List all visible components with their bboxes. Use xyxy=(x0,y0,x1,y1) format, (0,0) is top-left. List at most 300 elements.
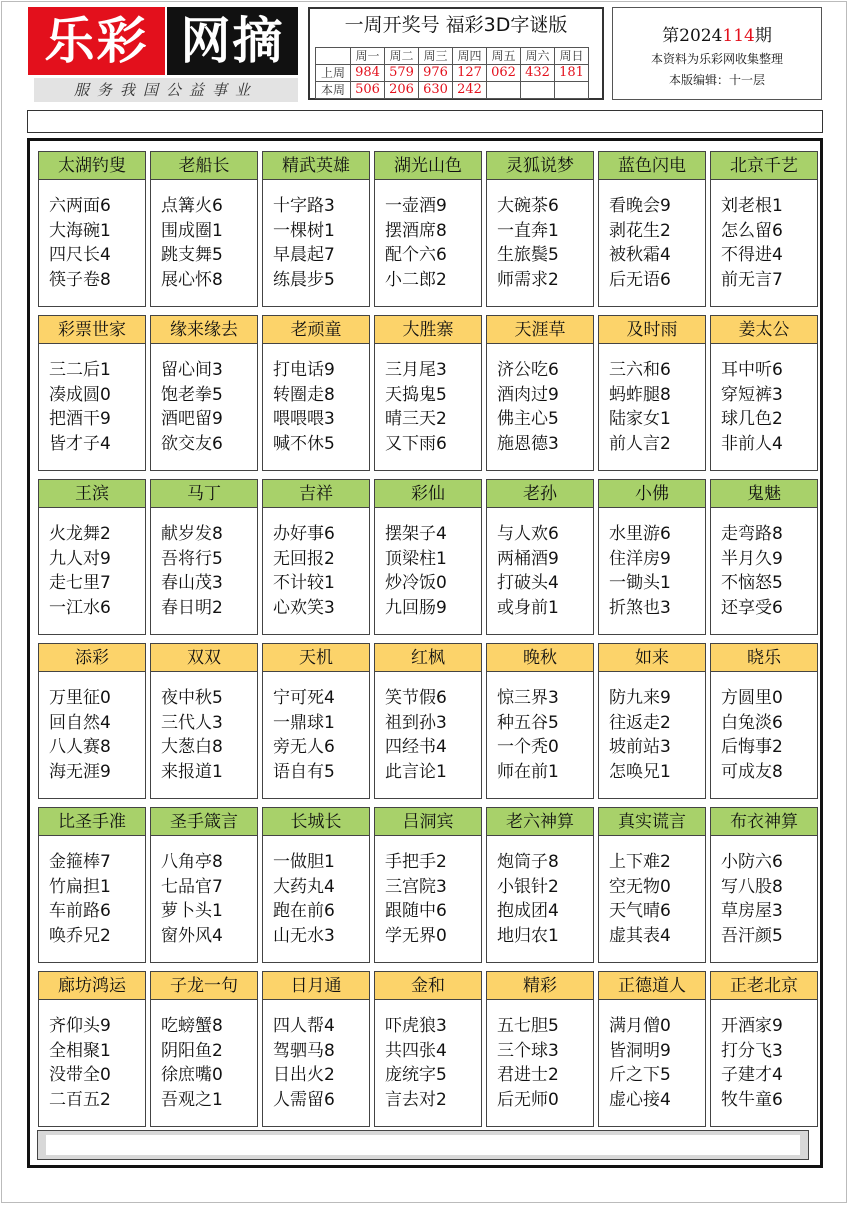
puzzle-card xyxy=(598,971,706,1127)
logo-text-black: 网摘 xyxy=(167,7,298,75)
puzzle-card-body xyxy=(263,672,369,784)
draw-row-this-week xyxy=(316,82,589,99)
issue-info-box xyxy=(612,7,822,100)
puzzle-line: 点篝火6 xyxy=(161,196,223,216)
puzzle-line: 白兔淡6 xyxy=(721,712,783,733)
puzzle-card-title: 如来 xyxy=(599,644,705,672)
draw-number: 506 xyxy=(351,82,385,99)
puzzle-card xyxy=(262,807,370,963)
issue-source: 本资料为乐彩网收集整理 xyxy=(650,52,783,66)
puzzle-card-body xyxy=(599,672,705,784)
puzzle-card xyxy=(38,643,146,799)
puzzle-line: 庞统字5 xyxy=(385,1065,447,1085)
puzzle-line: 后悔事2 xyxy=(721,737,783,757)
puzzle-line: 天气晴6 xyxy=(609,901,671,921)
puzzle-line: 徐庶嘴0 xyxy=(161,1065,223,1085)
puzzle-line: 跑在前6 xyxy=(273,901,335,921)
draw-number xyxy=(521,82,555,99)
puzzle-line: 六两面6 xyxy=(49,196,111,216)
puzzle-line: 惊三界3 xyxy=(497,688,559,708)
puzzle-line: 喂喂喂3 xyxy=(273,409,335,429)
puzzle-panel xyxy=(27,138,823,1168)
puzzle-line: 五七胆5 xyxy=(497,1016,559,1036)
puzzle-card-title: 老孙 xyxy=(487,480,593,508)
puzzle-line: 祖到孙3 xyxy=(385,712,447,733)
puzzle-card xyxy=(374,479,482,635)
puzzle-line: 夜中秋5 xyxy=(161,688,223,708)
puzzle-line: 万里征0 xyxy=(49,688,111,708)
puzzle-card-body xyxy=(151,180,257,292)
puzzle-card xyxy=(38,151,146,307)
puzzle-card-body xyxy=(375,1000,481,1112)
puzzle-card-body xyxy=(487,1000,593,1112)
puzzle-card xyxy=(262,479,370,635)
puzzle-card-body xyxy=(375,180,481,292)
puzzle-line: 竹扁担1 xyxy=(49,876,111,897)
puzzle-line: 春山茂3 xyxy=(161,573,223,593)
puzzle-card-title: 金和 xyxy=(375,972,481,1000)
puzzle-card xyxy=(486,151,594,307)
puzzle-card-title: 湖光山色 xyxy=(375,152,481,180)
puzzle-line: 生旅鬓5 xyxy=(497,245,559,265)
footer-bar-inner xyxy=(46,1135,800,1155)
puzzle-card-body xyxy=(375,672,481,784)
puzzle-card-title: 蓝色闪电 xyxy=(599,152,705,180)
puzzle-line: 坡前站3 xyxy=(609,737,671,757)
day-header: 周日 xyxy=(555,48,589,65)
puzzle-line: 师需求2 xyxy=(497,269,559,290)
puzzle-card-body xyxy=(263,180,369,292)
puzzle-line: 剥花生2 xyxy=(609,220,671,241)
puzzle-card xyxy=(374,151,482,307)
puzzle-line: 天捣鬼5 xyxy=(385,384,447,405)
puzzle-line: 牧牛童6 xyxy=(721,1089,783,1110)
puzzle-card-title: 灵狐说梦 xyxy=(487,152,593,180)
puzzle-line: 打电话9 xyxy=(273,360,335,380)
puzzle-line: 满月僧0 xyxy=(609,1016,671,1036)
puzzle-line: 吾汗颜5 xyxy=(721,925,783,946)
puzzle-line: 吾将行5 xyxy=(161,548,223,569)
puzzle-card-body xyxy=(375,344,481,456)
footer-bar xyxy=(37,1130,809,1160)
puzzle-line: 晴三天2 xyxy=(385,409,447,429)
puzzle-line: 留心间3 xyxy=(161,360,223,380)
puzzle-card xyxy=(374,807,482,963)
puzzle-card xyxy=(262,643,370,799)
puzzle-line: 笑节假6 xyxy=(385,688,447,708)
puzzle-line: 四人帮4 xyxy=(273,1016,335,1036)
puzzle-card-body xyxy=(39,672,145,784)
puzzle-card-title: 老船长 xyxy=(151,152,257,180)
puzzle-line: 学无界0 xyxy=(385,925,447,946)
puzzle-card-body xyxy=(375,508,481,620)
puzzle-line: 后无师0 xyxy=(497,1089,559,1110)
puzzle-line: 蚂蚱腿8 xyxy=(609,384,671,405)
issue-prefix: 第2024 xyxy=(662,26,723,46)
puzzle-card-title: 马丁 xyxy=(151,480,257,508)
draw-number: 127 xyxy=(453,65,487,82)
puzzle-line: 不计较1 xyxy=(273,573,335,593)
puzzle-line: 火龙舞2 xyxy=(49,524,111,544)
puzzle-line: 前无言7 xyxy=(721,269,783,290)
puzzle-card-title: 子龙一句 xyxy=(151,972,257,1000)
puzzle-line: 与人欢6 xyxy=(497,524,559,544)
puzzle-card xyxy=(486,971,594,1127)
puzzle-card xyxy=(486,479,594,635)
puzzle-line: 三宫院3 xyxy=(385,876,447,897)
puzzle-line: 饱老拳5 xyxy=(161,384,223,405)
puzzle-line: 一棵树1 xyxy=(273,220,335,241)
puzzle-card xyxy=(38,479,146,635)
puzzle-line: 一直奔1 xyxy=(497,220,559,241)
puzzle-line: 四尺长4 xyxy=(49,245,111,265)
puzzle-card-title: 布衣神算 xyxy=(711,808,817,836)
puzzle-card-title: 廊坊鸿运 xyxy=(39,972,145,1000)
puzzle-line: 车前路6 xyxy=(49,901,111,921)
puzzle-card xyxy=(710,807,818,963)
puzzle-line: 炮筒子8 xyxy=(497,852,559,872)
puzzle-line: 齐仰头9 xyxy=(49,1016,111,1036)
puzzle-line: 非前人4 xyxy=(721,433,783,454)
puzzle-line: 或身前1 xyxy=(497,597,559,618)
puzzle-card-title: 晚秋 xyxy=(487,644,593,672)
puzzle-line: 住洋房9 xyxy=(609,548,671,569)
puzzle-line: 怎么留6 xyxy=(721,220,783,241)
puzzle-line: 凑成圆0 xyxy=(49,384,111,405)
puzzle-line: 可成友8 xyxy=(721,761,783,782)
day-header: 周五 xyxy=(487,48,521,65)
puzzle-card-title: 圣手箴言 xyxy=(151,808,257,836)
puzzle-line: 早晨起7 xyxy=(273,245,335,265)
puzzle-card-body xyxy=(487,672,593,784)
puzzle-card-title: 王滨 xyxy=(39,480,145,508)
puzzle-card-title: 北京千艺 xyxy=(711,152,817,180)
puzzle-card xyxy=(710,151,818,307)
puzzle-line: 言去对2 xyxy=(385,1089,447,1110)
puzzle-card xyxy=(598,151,706,307)
day-header: 周六 xyxy=(521,48,555,65)
puzzle-card-title: 正德道人 xyxy=(599,972,705,1000)
puzzle-line: 金箍棒7 xyxy=(49,852,111,872)
puzzle-line: 往返走2 xyxy=(609,712,671,733)
puzzle-card xyxy=(262,971,370,1127)
draw-days-row xyxy=(316,48,589,65)
puzzle-line: 三二后1 xyxy=(49,360,111,380)
puzzle-card-body xyxy=(151,508,257,620)
puzzle-card-body xyxy=(151,672,257,784)
puzzle-line: 空无物0 xyxy=(609,876,671,897)
puzzle-card-body xyxy=(711,180,817,292)
puzzle-line: 摆酒席8 xyxy=(385,220,447,241)
puzzle-card-body xyxy=(487,836,593,948)
corner-cell xyxy=(316,48,351,65)
puzzle-line: 阴阳鱼2 xyxy=(161,1040,223,1061)
logo xyxy=(28,7,298,103)
puzzle-line: 打分飞3 xyxy=(721,1040,783,1061)
puzzle-card-title: 缘来缘去 xyxy=(151,316,257,344)
puzzle-card-body xyxy=(599,1000,705,1112)
puzzle-line: 萝卜头1 xyxy=(161,901,223,921)
draw-row-last-week xyxy=(316,65,589,82)
puzzle-line: 写八股8 xyxy=(721,876,783,897)
puzzle-line: 酒吧留9 xyxy=(161,409,223,429)
puzzle-line: 虚心接4 xyxy=(609,1089,671,1110)
puzzle-card xyxy=(486,807,594,963)
puzzle-line: 摆架子4 xyxy=(385,524,447,544)
puzzle-line: 施恩德3 xyxy=(497,433,559,454)
day-header: 周三 xyxy=(419,48,453,65)
puzzle-card xyxy=(710,479,818,635)
puzzle-card-title: 姜太公 xyxy=(711,316,817,344)
puzzle-card-body xyxy=(39,836,145,948)
puzzle-card-body xyxy=(711,508,817,620)
puzzle-card-body xyxy=(151,1000,257,1112)
puzzle-line: 跟随中6 xyxy=(385,901,447,921)
puzzle-line: 防九来9 xyxy=(609,688,671,708)
puzzle-card xyxy=(150,151,258,307)
puzzle-card-title: 吉祥 xyxy=(263,480,369,508)
puzzle-card xyxy=(710,315,818,471)
draw-number: 062 xyxy=(487,65,521,82)
issue-number: 114 xyxy=(722,26,755,46)
puzzle-line: 日出火2 xyxy=(273,1065,335,1085)
puzzle-line: 小银针2 xyxy=(497,876,559,897)
puzzle-line: 把酒干9 xyxy=(49,409,111,429)
puzzle-line: 无回报2 xyxy=(273,548,335,569)
puzzle-line: 练晨步5 xyxy=(273,269,335,290)
day-header: 周一 xyxy=(351,48,385,65)
puzzle-line: 欲交友6 xyxy=(161,433,223,454)
puzzle-line: 半月久9 xyxy=(721,548,783,569)
puzzle-card xyxy=(710,643,818,799)
puzzle-line: 配个六6 xyxy=(385,245,447,265)
puzzle-line: 大海碗1 xyxy=(49,220,111,241)
puzzle-line: 一壶酒9 xyxy=(385,196,447,216)
puzzle-line: 穿短裤3 xyxy=(721,384,783,405)
puzzle-card-body xyxy=(151,344,257,456)
puzzle-card-body xyxy=(599,180,705,292)
banner-strip xyxy=(27,110,823,133)
puzzle-line: 一江水6 xyxy=(49,597,111,618)
puzzle-card-title: 天涯草 xyxy=(487,316,593,344)
puzzle-line: 春日明2 xyxy=(161,597,223,618)
row-label: 本周 xyxy=(316,82,351,99)
puzzle-line: 三个球3 xyxy=(497,1040,559,1061)
puzzle-card-title: 小佛 xyxy=(599,480,705,508)
puzzle-line: 语自有5 xyxy=(273,761,335,782)
puzzle-line: 看晚会9 xyxy=(609,196,671,216)
puzzle-card-body xyxy=(487,180,593,292)
puzzle-line: 十字路3 xyxy=(273,196,335,216)
puzzle-line: 皆洞明9 xyxy=(609,1040,671,1061)
puzzle-line: 展心怀8 xyxy=(161,269,223,290)
puzzle-line: 共四张4 xyxy=(385,1040,447,1061)
puzzle-card-title: 老顽童 xyxy=(263,316,369,344)
puzzle-card-title: 精彩 xyxy=(487,972,593,1000)
draw-number: 181 xyxy=(555,65,589,82)
draw-number: 976 xyxy=(419,65,453,82)
puzzle-line: 九人对9 xyxy=(49,548,111,569)
puzzle-card-body xyxy=(599,508,705,620)
logo-slogan: 服务我国公益事业 xyxy=(34,78,298,102)
puzzle-card xyxy=(598,643,706,799)
puzzle-line: 大药丸4 xyxy=(273,876,335,897)
puzzle-card-title: 日月通 xyxy=(263,972,369,1000)
puzzle-line: 窗外风4 xyxy=(161,925,223,946)
puzzle-grid xyxy=(38,151,820,1127)
puzzle-line: 海无涯9 xyxy=(49,761,111,782)
puzzle-card-title: 红枫 xyxy=(375,644,481,672)
puzzle-line: 水里游6 xyxy=(609,524,671,544)
puzzle-line: 三六和6 xyxy=(609,360,671,380)
puzzle-line: 君进士2 xyxy=(497,1065,559,1085)
issue-editor: 本版编辑：十一层 xyxy=(668,73,765,87)
puzzle-line: 顶梁柱1 xyxy=(385,548,447,569)
puzzle-card-body xyxy=(263,508,369,620)
logo-text-red: 乐彩 xyxy=(28,7,165,75)
puzzle-line: 不得进4 xyxy=(721,245,783,265)
puzzle-card xyxy=(262,315,370,471)
puzzle-card-body xyxy=(39,1000,145,1112)
draw-results-title: 一周开奖号 福彩3D字谜版 xyxy=(344,14,568,36)
puzzle-line: 怎唤兄1 xyxy=(609,761,671,782)
puzzle-card-body xyxy=(375,836,481,948)
draw-number xyxy=(555,82,589,99)
puzzle-line: 唤乔兄2 xyxy=(49,925,111,946)
puzzle-line: 跳支舞5 xyxy=(161,245,223,265)
puzzle-card xyxy=(38,315,146,471)
puzzle-line: 皆才子4 xyxy=(49,433,111,454)
puzzle-line: 打破头4 xyxy=(497,573,559,593)
puzzle-card xyxy=(374,315,482,471)
puzzle-line: 三月尾3 xyxy=(385,360,447,380)
puzzle-line: 酒肉过9 xyxy=(497,384,559,405)
puzzle-line: 又下雨6 xyxy=(385,433,447,454)
puzzle-line: 吾观之1 xyxy=(161,1089,223,1110)
puzzle-line: 手把手2 xyxy=(385,852,447,872)
puzzle-card-body xyxy=(711,344,817,456)
puzzle-card-body xyxy=(599,344,705,456)
puzzle-line: 虚其表4 xyxy=(609,925,671,946)
puzzle-card-title: 长城长 xyxy=(263,808,369,836)
puzzle-card xyxy=(598,479,706,635)
puzzle-line: 大碗茶6 xyxy=(497,196,559,216)
puzzle-line: 办好事6 xyxy=(273,524,335,544)
puzzle-card xyxy=(598,807,706,963)
puzzle-card-title: 精武英雄 xyxy=(263,152,369,180)
puzzle-card-title: 大胜寨 xyxy=(375,316,481,344)
puzzle-line: 一锄头1 xyxy=(609,573,671,593)
puzzle-line: 大葱白8 xyxy=(161,737,223,757)
puzzle-line: 来报道1 xyxy=(161,761,223,782)
puzzle-line: 围成圈1 xyxy=(161,220,223,241)
puzzle-line: 球几色2 xyxy=(721,409,783,429)
draw-number: 630 xyxy=(419,82,453,99)
puzzle-line: 刘老根1 xyxy=(721,196,783,216)
puzzle-line: 二百五2 xyxy=(49,1089,111,1110)
puzzle-line: 筷子卷8 xyxy=(49,269,111,290)
row-label: 上周 xyxy=(316,65,351,82)
puzzle-line: 前人言2 xyxy=(609,433,671,454)
puzzle-line: 驾驷马8 xyxy=(273,1040,335,1061)
puzzle-card-title: 天机 xyxy=(263,644,369,672)
puzzle-card-title: 老六神算 xyxy=(487,808,593,836)
puzzle-line: 八人赛8 xyxy=(49,737,111,757)
puzzle-line: 佛主心5 xyxy=(497,409,559,429)
puzzle-line: 走七里7 xyxy=(49,573,111,593)
puzzle-line: 九回肠9 xyxy=(385,597,447,618)
puzzle-card xyxy=(150,315,258,471)
draw-number: 242 xyxy=(453,82,487,99)
puzzle-card xyxy=(150,643,258,799)
puzzle-line: 开酒家9 xyxy=(721,1016,783,1036)
puzzle-line: 草房屋3 xyxy=(721,901,783,921)
puzzle-line: 宁可死4 xyxy=(273,688,335,708)
puzzle-line: 济公吃6 xyxy=(497,360,559,380)
puzzle-line: 一个秃0 xyxy=(497,737,559,757)
puzzle-card xyxy=(262,151,370,307)
puzzle-line: 种五谷5 xyxy=(497,712,559,733)
puzzle-card-title: 彩票世家 xyxy=(39,316,145,344)
puzzle-card-title: 鬼魅 xyxy=(711,480,817,508)
draw-results-box xyxy=(308,7,604,100)
draw-number: 432 xyxy=(521,65,555,82)
puzzle-line: 后无语6 xyxy=(609,269,671,290)
puzzle-card-body xyxy=(263,836,369,948)
puzzle-card xyxy=(374,971,482,1127)
puzzle-line: 一鼎球1 xyxy=(273,712,335,733)
puzzle-card-title: 晓乐 xyxy=(711,644,817,672)
puzzle-line: 抱成团4 xyxy=(497,901,559,921)
puzzle-card-body xyxy=(599,836,705,948)
puzzle-line: 炒冷饭0 xyxy=(385,573,447,593)
puzzle-card xyxy=(374,643,482,799)
puzzle-card xyxy=(598,315,706,471)
puzzle-line: 心欢笑3 xyxy=(273,597,335,618)
puzzle-card-body xyxy=(487,344,593,456)
puzzle-line: 子建才4 xyxy=(721,1065,783,1085)
puzzle-card-title: 比圣手准 xyxy=(39,808,145,836)
puzzle-line: 七品官7 xyxy=(161,876,223,897)
puzzle-card-title: 及时雨 xyxy=(599,316,705,344)
day-header: 周四 xyxy=(453,48,487,65)
puzzle-line: 一做胆1 xyxy=(273,852,335,872)
puzzle-line: 小二郎2 xyxy=(385,269,447,290)
puzzle-line: 此言论1 xyxy=(385,761,447,782)
puzzle-line: 八角亭8 xyxy=(161,852,223,872)
puzzle-line: 走弯路8 xyxy=(721,524,783,544)
puzzle-line: 不恼怒5 xyxy=(721,573,783,593)
puzzle-card xyxy=(710,971,818,1127)
puzzle-line: 两桶酒9 xyxy=(497,548,559,569)
puzzle-card xyxy=(38,971,146,1127)
draw-number: 206 xyxy=(385,82,419,99)
puzzle-card-body xyxy=(263,344,369,456)
puzzle-line: 耳中听6 xyxy=(721,360,783,380)
puzzle-card-body xyxy=(39,180,145,292)
day-header: 周二 xyxy=(385,48,419,65)
puzzle-card-title: 彩仙 xyxy=(375,480,481,508)
puzzle-line: 上下难2 xyxy=(609,852,671,872)
puzzle-line: 旁无人6 xyxy=(273,737,335,757)
puzzle-line: 吓虎狼3 xyxy=(385,1016,447,1036)
puzzle-line: 地归农1 xyxy=(497,925,559,946)
puzzle-card-body xyxy=(151,836,257,948)
puzzle-card-title: 双双 xyxy=(151,644,257,672)
puzzle-card-body xyxy=(711,836,817,948)
puzzle-line: 三代人3 xyxy=(161,712,223,733)
puzzle-card-body xyxy=(711,1000,817,1112)
